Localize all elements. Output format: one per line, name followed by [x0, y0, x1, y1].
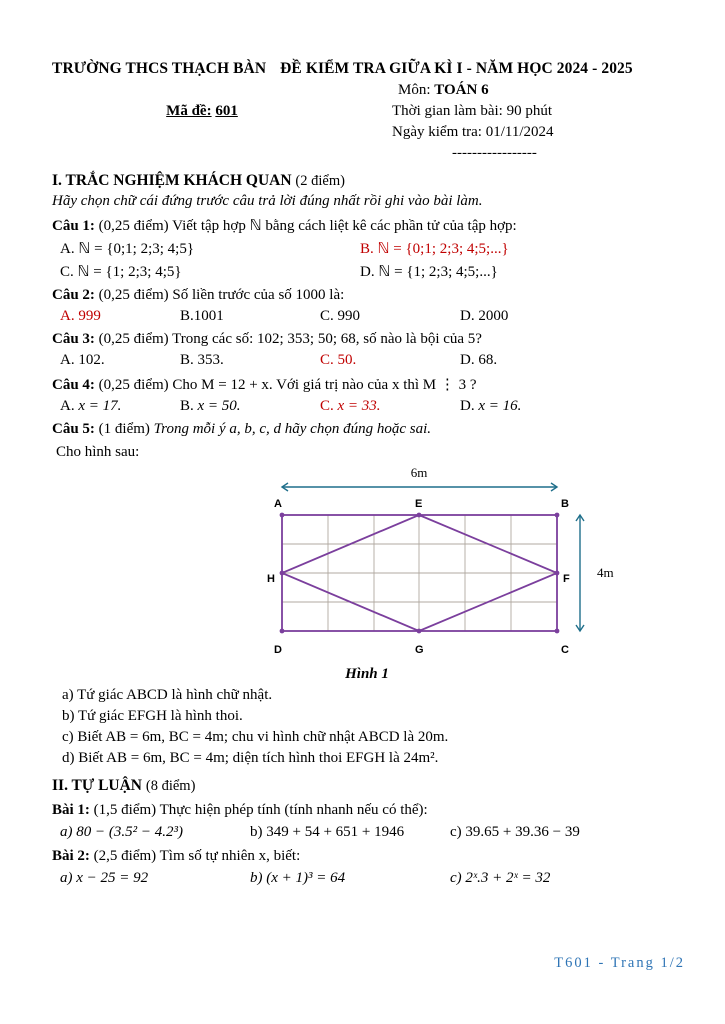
option-1c[interactable]	[60, 262, 360, 281]
question-1-points: (0,25 điểm)	[98, 218, 169, 234]
header-left-blank-2	[52, 124, 352, 141]
question-5-points: (1 điểm)	[98, 421, 150, 437]
page-footer: T601 - Trang 1/2	[554, 955, 685, 971]
statement-c: c) Biết AB = 6m, BC = 4m; chu vi hình chữ nhật ABCD là 20m.	[62, 729, 449, 745]
option-3b[interactable]	[180, 352, 320, 369]
option-1a[interactable]	[60, 239, 360, 258]
option-4a-text: x = 17.	[78, 398, 122, 414]
option-3c-key: C.	[320, 352, 334, 368]
bai-1-items	[52, 824, 682, 841]
option-2d[interactable]	[460, 308, 508, 325]
vertex-G: G	[415, 644, 424, 656]
question-3-text: Trong các số: 102; 353; 50; 68, số nào là bội của 5?	[172, 331, 482, 347]
vertex-E: E	[415, 498, 423, 510]
option-2c[interactable]	[320, 308, 460, 325]
question-2-text: Số liền trước của số 1000 là:	[172, 287, 345, 303]
option-3a-key: A.	[60, 352, 75, 368]
option-4b[interactable]	[180, 398, 320, 415]
exam-code-label: Mã đề:	[166, 103, 212, 119]
statement-a: a) Tứ giác ABCD là hình chữ nhật.	[62, 687, 273, 703]
exam-title: ĐỀ KIỂM TRA GIỮA KÌ I - NĂM HỌC 2024 - 2025	[280, 60, 633, 77]
question-2-label: Câu 2:	[52, 287, 95, 303]
question-3-options	[52, 352, 682, 369]
question-4	[52, 375, 682, 394]
figure-1-caption: Hình 1	[345, 666, 389, 682]
vertex-D: D	[274, 644, 282, 656]
option-2a-key: A.	[60, 308, 75, 324]
question-2-points: (0,25 điểm)	[98, 287, 169, 303]
option-4c[interactable]	[320, 398, 460, 415]
right-dimension-arrow	[576, 515, 584, 631]
vertex-B: B	[561, 498, 569, 510]
question-4-options	[52, 398, 682, 415]
statement-d: d) Biết AB = 6m, BC = 4m; diện tích hình thoi EFGH là 24m².	[62, 750, 439, 766]
option-4d[interactable]	[460, 398, 521, 415]
subject-line	[352, 82, 682, 99]
option-3b-text: 353.	[197, 352, 224, 368]
section-1-points: (2 điểm)	[295, 173, 345, 189]
option-4b-key: B.	[180, 398, 194, 414]
question-2-options	[52, 308, 682, 325]
option-1d-key: D.	[360, 264, 375, 280]
header-row-subject	[52, 82, 682, 99]
figure-1-svg	[52, 465, 682, 660]
option-2b-key: B.	[180, 308, 194, 324]
statement-b: b) Tứ giác EFGH là hình thoi.	[62, 708, 243, 724]
option-1d-text: ℕ = {1; 2;3; 4;5;...}	[378, 264, 498, 280]
option-2a-text: 999	[78, 308, 101, 324]
option-1d[interactable]	[360, 262, 498, 281]
question-2	[52, 287, 682, 304]
bai-1-label: Bài 1:	[52, 802, 90, 818]
option-3d-key: D.	[460, 352, 475, 368]
question-1-text: Viết tập hợp ℕ bằng cách liệt kê các phần tử của tập hợp:	[172, 218, 517, 234]
bai-2-item-a: a) x − 25 = 92	[60, 870, 149, 886]
header-left-blank	[52, 82, 352, 99]
option-3c[interactable]	[320, 352, 460, 369]
subject-value: TOÁN 6	[434, 82, 489, 98]
option-2d-key: D.	[460, 308, 475, 324]
school-name: TRƯỜNG THCS THẠCH BÀN	[52, 60, 267, 77]
option-4c-text: x = 33.	[337, 398, 381, 414]
header-divider: -----------------	[452, 145, 537, 161]
section-1-title	[52, 172, 682, 190]
figure-top-dimension: 6m	[410, 465, 428, 480]
option-4d-text: x = 16.	[478, 398, 522, 414]
option-1b-text: ℕ = {0;1; 2;3; 4;5;...}	[377, 241, 509, 257]
bai-2-item-b: b) (x + 1)³ = 64	[250, 870, 346, 886]
bai-1	[52, 802, 682, 819]
question-5-text: Trong mỗi ý a, b, c, d hãy chọn đúng hoặc sai.	[153, 421, 431, 437]
question-5-prompt: Cho hình sau:	[56, 444, 140, 460]
option-3d[interactable]	[460, 352, 497, 369]
bai-2	[52, 848, 682, 865]
option-3d-text: 68.	[478, 352, 498, 368]
header-row-code-time	[52, 103, 682, 120]
section-2-heading: II. TỰ LUẬN	[52, 777, 143, 794]
option-4c-key: C.	[320, 398, 334, 414]
option-1a-text: ℕ = {0;1; 2;3; 4;5}	[78, 241, 195, 257]
question-1-options-row-2	[52, 262, 682, 281]
vertex-C: C	[561, 644, 569, 656]
section-2-title	[52, 777, 682, 795]
bai-1-item-b: b) 349 + 54 + 651 + 1946	[250, 824, 405, 840]
exam-code	[52, 103, 352, 120]
header-row-date	[52, 124, 682, 141]
subject-label: Môn:	[398, 82, 431, 98]
question-4-points: (0,25 điểm)	[98, 377, 169, 393]
option-3a[interactable]	[60, 352, 180, 369]
document-content	[52, 60, 682, 887]
option-2b[interactable]	[180, 308, 320, 325]
section-2-points: (8 điểm)	[145, 778, 196, 794]
option-1c-key: C.	[60, 264, 74, 280]
question-5	[52, 421, 682, 438]
question-1	[52, 216, 682, 235]
option-1c-text: ℕ = {1; 2;3; 4;5}	[77, 264, 182, 280]
option-4a[interactable]	[60, 398, 180, 415]
option-4d-key: D.	[460, 398, 475, 414]
vertex-H: H	[267, 573, 275, 585]
top-dimension-arrow	[282, 483, 557, 491]
exam-code-value: 601	[215, 103, 238, 119]
option-1b-key: B.	[360, 241, 374, 257]
question-3-points: (0,25 điểm)	[98, 331, 169, 347]
figure-grid	[282, 515, 557, 631]
option-2c-key: C.	[320, 308, 334, 324]
bai-1-item-a: a) 80 − (3.5² − 4.2³)	[60, 824, 183, 840]
option-2d-text: 2000	[478, 308, 509, 324]
section-1-heading: I. TRẮC NGHIỆM KHÁCH QUAN	[52, 172, 292, 189]
bai-1-text: Thực hiện phép tính (tính nhanh nếu có thể):	[159, 802, 428, 818]
exam-date: Ngày kiểm tra: 01/11/2024	[392, 124, 554, 140]
vertex-F: F	[563, 573, 570, 585]
question-3-label: Câu 3:	[52, 331, 95, 347]
figure-right-dimension: 4m	[597, 565, 614, 580]
option-2b-text: 1001	[193, 308, 224, 324]
bai-1-points: (1,5 điểm)	[93, 802, 157, 818]
option-4a-key: A.	[60, 398, 75, 414]
question-4-label: Câu 4:	[52, 377, 95, 393]
bai-2-text: Tìm số tự nhiên x, biết:	[159, 848, 301, 864]
vertex-A: A	[274, 498, 282, 510]
section-1-instruction: Hãy chọn chữ cái đứng trước câu trả lời đúng nhất rồi ghi vào bài làm.	[52, 193, 483, 209]
option-3a-text: 102.	[78, 352, 105, 368]
option-2c-text: 990	[337, 308, 361, 324]
question-1-options-row-1	[52, 239, 682, 258]
bai-2-label: Bài 2:	[52, 848, 90, 864]
figure-1	[52, 465, 682, 660]
question-4-text: Cho M = 12 + x. Với giá trị nào của x thì M ⋮ 3 ?	[172, 377, 477, 393]
bai-2-items	[52, 870, 682, 887]
question-1-label: Câu 1:	[52, 218, 95, 234]
question-3	[52, 331, 682, 348]
option-4b-text: x = 50.	[197, 398, 241, 414]
option-3c-text: 50.	[337, 352, 357, 368]
header-row-title	[52, 60, 682, 78]
option-1b[interactable]	[360, 239, 509, 258]
question-5-label: Câu 5:	[52, 421, 95, 437]
bai-2-item-c: c) 2ˣ.3 + 2ˣ = 32	[450, 870, 551, 886]
option-3b-key: B.	[180, 352, 194, 368]
option-1a-key: A.	[60, 241, 75, 257]
exam-duration: Thời gian làm bài: 90 phút	[392, 103, 552, 119]
option-2a[interactable]	[60, 308, 180, 325]
bai-2-points: (2,5 điểm)	[93, 848, 157, 864]
header-left-blank-3	[52, 145, 352, 162]
bai-1-item-c: c) 39.65 + 39.36 − 39	[450, 824, 580, 840]
header-row-divider	[52, 145, 682, 162]
